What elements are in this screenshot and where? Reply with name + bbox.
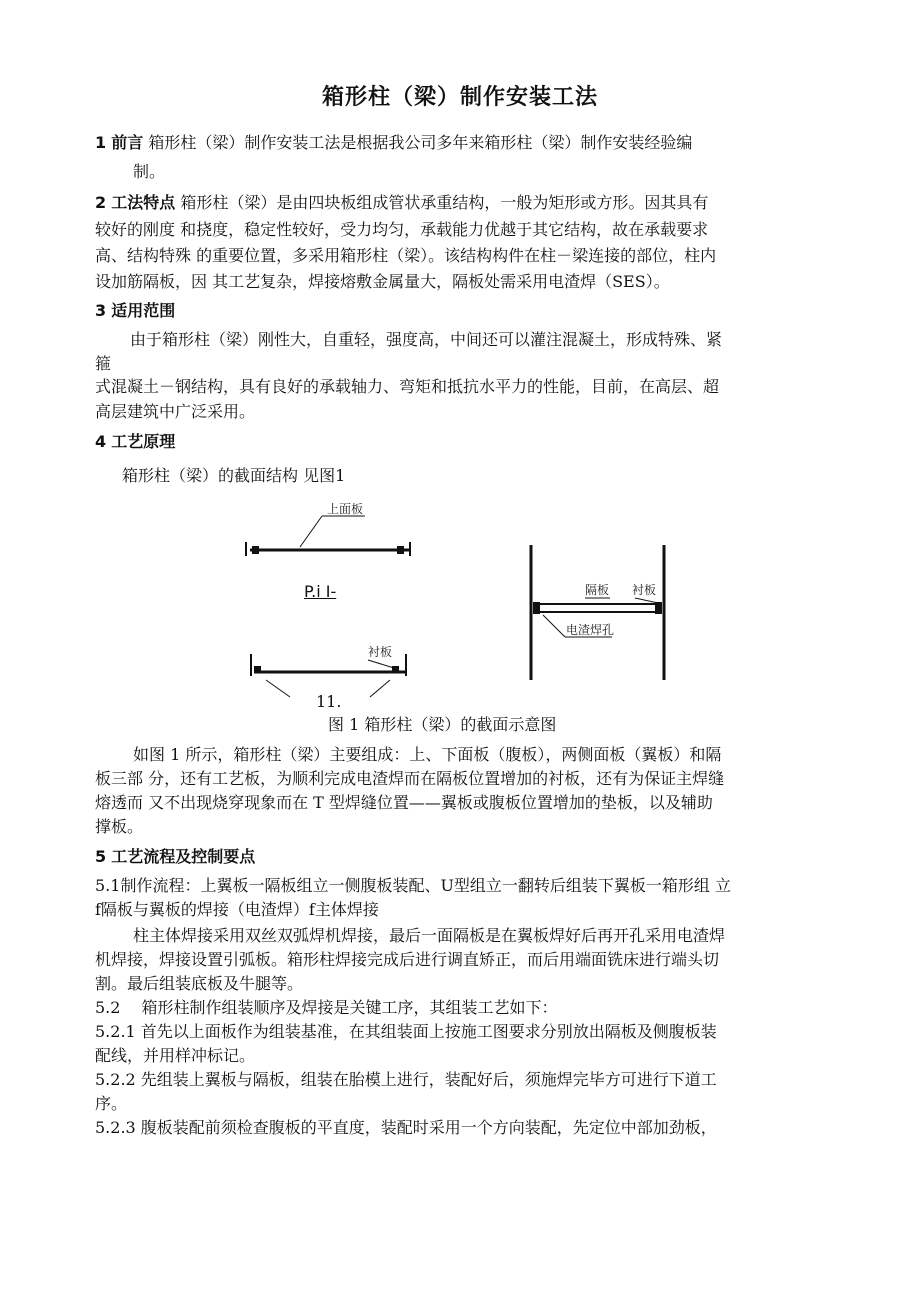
backing-strip-bl <box>254 666 261 673</box>
section-5-heading-line <box>95 845 255 869</box>
section-3-number: 3 <box>95 301 107 320</box>
s5-1-line-2: f隔板与翼板的焊接（电渣焊）f主体焊接 <box>95 900 379 919</box>
section-1-heading: 前言 <box>111 133 144 152</box>
section-2-line-1 <box>95 191 708 215</box>
s5-2-2-line-2: 序。 <box>95 1094 128 1113</box>
s5-2-2-line-1: 5.2.2 先组装上翼板与隔板，组装在胎模上进行，装配好后，须施焊完毕方可进行下道工 <box>95 1070 717 1089</box>
section-2-text: 箱形柱（梁）是由四块板组成管状承重结构，一般为矩形或方形。因其具有 <box>180 193 709 212</box>
right-backing-label: 衬板 <box>632 583 657 597</box>
section-4-heading-line <box>95 430 175 454</box>
section-2-line-2: 较好的刚度 和挠度，稳定性较好，受力均匀，承载能力优越于其它结构，故在承载要求 <box>95 220 709 239</box>
s5-1-line-5: 割。最后组装底板及牛腿等。 <box>95 974 304 993</box>
section-2-heading: 工法特点 <box>111 193 176 212</box>
fig-desc-line-3: 熔透而 又不出现烧穿现象而在 T 型焊缝位置——翼板或腹板位置增加的垫板，以及辅助 <box>95 793 713 812</box>
section-3-heading-line <box>95 299 175 323</box>
section-1-number: 1 <box>95 133 107 152</box>
s5-1-line-3: 柱主体焊接采用双丝双弧焊机焊接，最后一面隔板是在翼板焊好后再开孔采用电渣焊 <box>133 926 726 945</box>
backing-strip-br <box>392 666 399 673</box>
s5-2-line: 5.2 箱形柱制作组装顺序及焊接是关键工序，其组装工艺如下： <box>95 998 558 1017</box>
section-2-number: 2 <box>95 193 107 212</box>
esw-hole-label: 电渣焊孔 <box>566 623 615 637</box>
section-2-line-4: 设加筋隔板，因 其工艺复杂，焊接熔敷金属量大，隔板处需采用电渣焊（SES）。 <box>95 272 670 291</box>
bottom-right-tail <box>370 680 390 697</box>
backing-strip-tl <box>252 546 259 554</box>
s5-1-line-4: 机焊接，焊接设置引弧板。箱形柱焊接完成后进行调直矫正，而后用端面铣床进行端头切 <box>95 950 720 969</box>
esw-hole-leader <box>543 615 565 637</box>
s5-1-line-1: 5.1制作流程：上翼板一隔板组立一侧腹板装配、U型组立一翻转后组装下翼板一箱形组 立 <box>95 876 732 895</box>
right-section-drawing <box>531 545 664 680</box>
fig-desc-line-2: 板三部 分，还有工艺板，为顺利完成电渣焊而在隔板位置增加的衬板，还有为保证主焊缝 <box>95 769 725 788</box>
fig-desc-line-1: 如图 1 所示，箱形柱（梁）主要组成：上、下面板（腹板），两侧面板（翼板）和隔 <box>133 745 722 764</box>
bottom-left-tail <box>266 680 290 697</box>
s5-2-3-line-1: 5.2.3 腹板装配前须检查腹板的平直度，装配时采用一个方向装配，先定位中部加劲板， <box>95 1118 717 1137</box>
section-1-line-2: 制。 <box>133 162 166 181</box>
page-title: 箱形柱（梁）制作安装工法 <box>321 85 598 110</box>
diaphragm-label: 隔板 <box>585 583 610 597</box>
top-plate-label: 上面板 <box>327 502 364 516</box>
section-3-line-3: 式混凝土－钢结构，具有良好的承载轴力、弯矩和抵抗水平力的性能，目前，在高层、超 <box>95 377 720 396</box>
section-5-heading: 工艺流程及控制要点 <box>111 847 256 866</box>
figure-below-text: 11. <box>316 692 342 711</box>
fig-desc-line-4: 撑板。 <box>95 817 144 836</box>
bottom-backing-label: 衬板 <box>368 645 393 659</box>
section-5-number: 5 <box>95 847 107 866</box>
section-3-line-2: 箍 <box>95 354 112 373</box>
bottom-backing-leader <box>368 660 394 668</box>
s5-2-1-line-2: 配线，并用样冲标记。 <box>95 1046 256 1065</box>
figure-caption: 图 1 箱形柱（梁）的截面示意图 <box>328 715 557 734</box>
section-4-number: 4 <box>95 432 107 451</box>
section-1-text: 箱形柱（梁）制作安装工法是根据我公司多年来箱形柱（梁）制作安装经验编 <box>148 133 693 152</box>
s5-2-1-line-1: 5.2.1 首先以上面板作为组装基准，在其组装面上按施工图要求分别放出隔板及侧腹板装 <box>95 1022 717 1041</box>
section-3-line-1: 由于箱形柱（梁）刚性大，自重轻，强度高，中间还可以灌注混凝土，形成特殊、紧 <box>130 330 723 349</box>
section-3-line-4: 高层建筑中广泛采用。 <box>95 402 256 421</box>
box-section-figure <box>0 490 920 710</box>
esw-backing-right <box>655 602 662 614</box>
section-3-heading: 适用范围 <box>111 301 176 320</box>
section-1-line-1 <box>95 131 692 155</box>
backing-strip-tr <box>397 546 404 554</box>
top-plate-leader <box>300 516 322 547</box>
section-4-intro: 箱形柱（梁）的截面结构 见图1 <box>122 466 346 485</box>
section-2-line-3: 高、结构特殊 的重要位置，多采用箱形柱（梁）。该结构构件在柱－梁连接的部位，柱内 <box>95 246 717 265</box>
figure-center-text: P.i I- <box>304 582 337 601</box>
right-backing-leader <box>635 598 658 603</box>
section-4-heading: 工艺原理 <box>111 432 176 451</box>
esw-backing-left <box>533 602 540 614</box>
